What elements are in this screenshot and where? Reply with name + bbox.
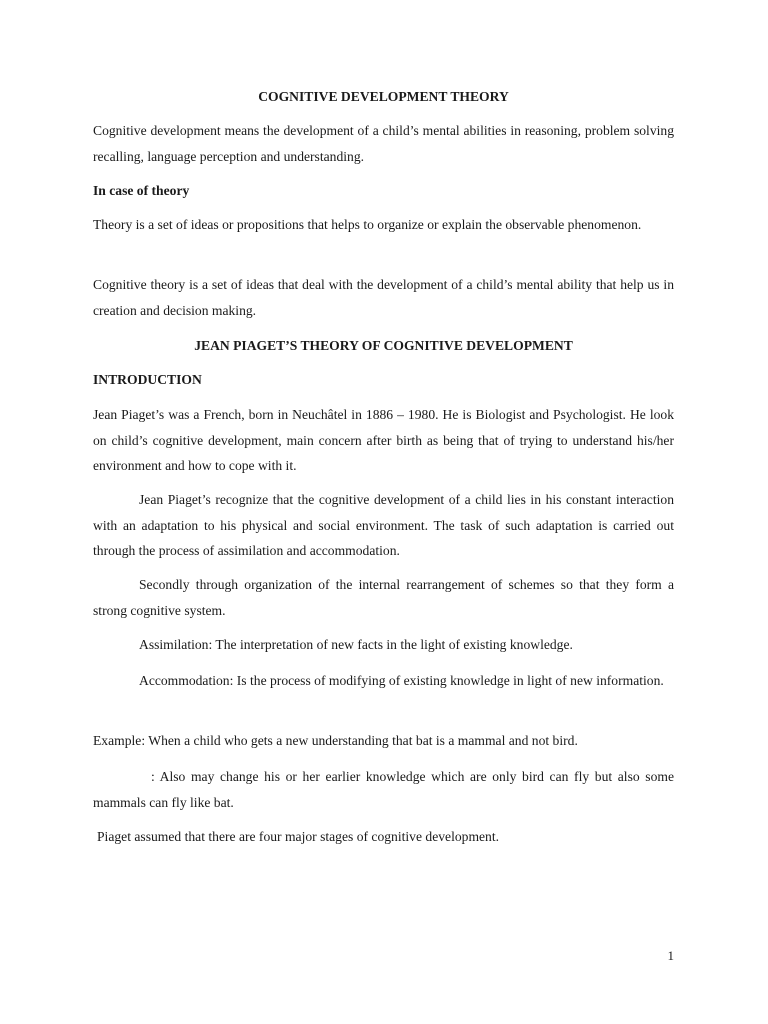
- page-number: 1: [667, 948, 674, 963]
- paragraph-four-stages: Piaget assumed that there are four major stages of cognitive development.: [97, 829, 500, 844]
- paragraph-cognitive-theory: Cognitive theory is a set of ideas that deal with the development of a child’s mental ability that help us in creation and decision making.: [93, 277, 674, 318]
- paragraph-assimilation: Assimilation: The interpretation of new facts in the light of existing knowledge.: [139, 637, 573, 652]
- paragraph-example-continued: : Also may change his or her earlier knowledge which are only bird can fly but also some mammals can fly like bat.: [93, 769, 674, 810]
- paragraph-piaget-bio: Jean Piaget’s was a French, born in Neuchâtel in 1886 – 1980. He is Biologist and Psychologist. He look on child’s cognitive development, main concern after birth as being that of trying to understand his/her environment and how to cope with it.: [93, 407, 674, 473]
- paragraph-theory: Theory is a set of ideas or propositions that helps to organize or explain the observable phenomenon.: [93, 217, 642, 232]
- paragraph-accommodation: Accommodation: Is the process of modifying of existing knowledge in light of new information.: [139, 673, 664, 688]
- heading-in-case-of-theory: In case of theory: [93, 183, 190, 198]
- heading-introduction: INTRODUCTION: [93, 372, 202, 387]
- document-title: COGNITIVE DEVELOPMENT THEORY: [258, 89, 509, 104]
- heading-piaget-theory: JEAN PIAGET’S THEORY OF COGNITIVE DEVELOPMENT: [194, 338, 573, 353]
- paragraph-example: Example: When a child who gets a new understanding that bat is a mammal and not bird.: [93, 733, 578, 748]
- paragraph-cognitive-development: Cognitive development means the development of a child’s mental abilities in reasoning, problem solving recalling, language perception and understanding.: [93, 123, 674, 164]
- paragraph-organization: Secondly through organization of the internal rearrangement of schemes so that they form a strong cognitive system.: [93, 577, 674, 618]
- paragraph-piaget-recognize: Jean Piaget’s recognize that the cognitive development of a child lies in his constant interaction with an adaptation to his physical and social environment. The task of such adaptation is carried out through the process of assimilation and accommodation.: [93, 492, 674, 558]
